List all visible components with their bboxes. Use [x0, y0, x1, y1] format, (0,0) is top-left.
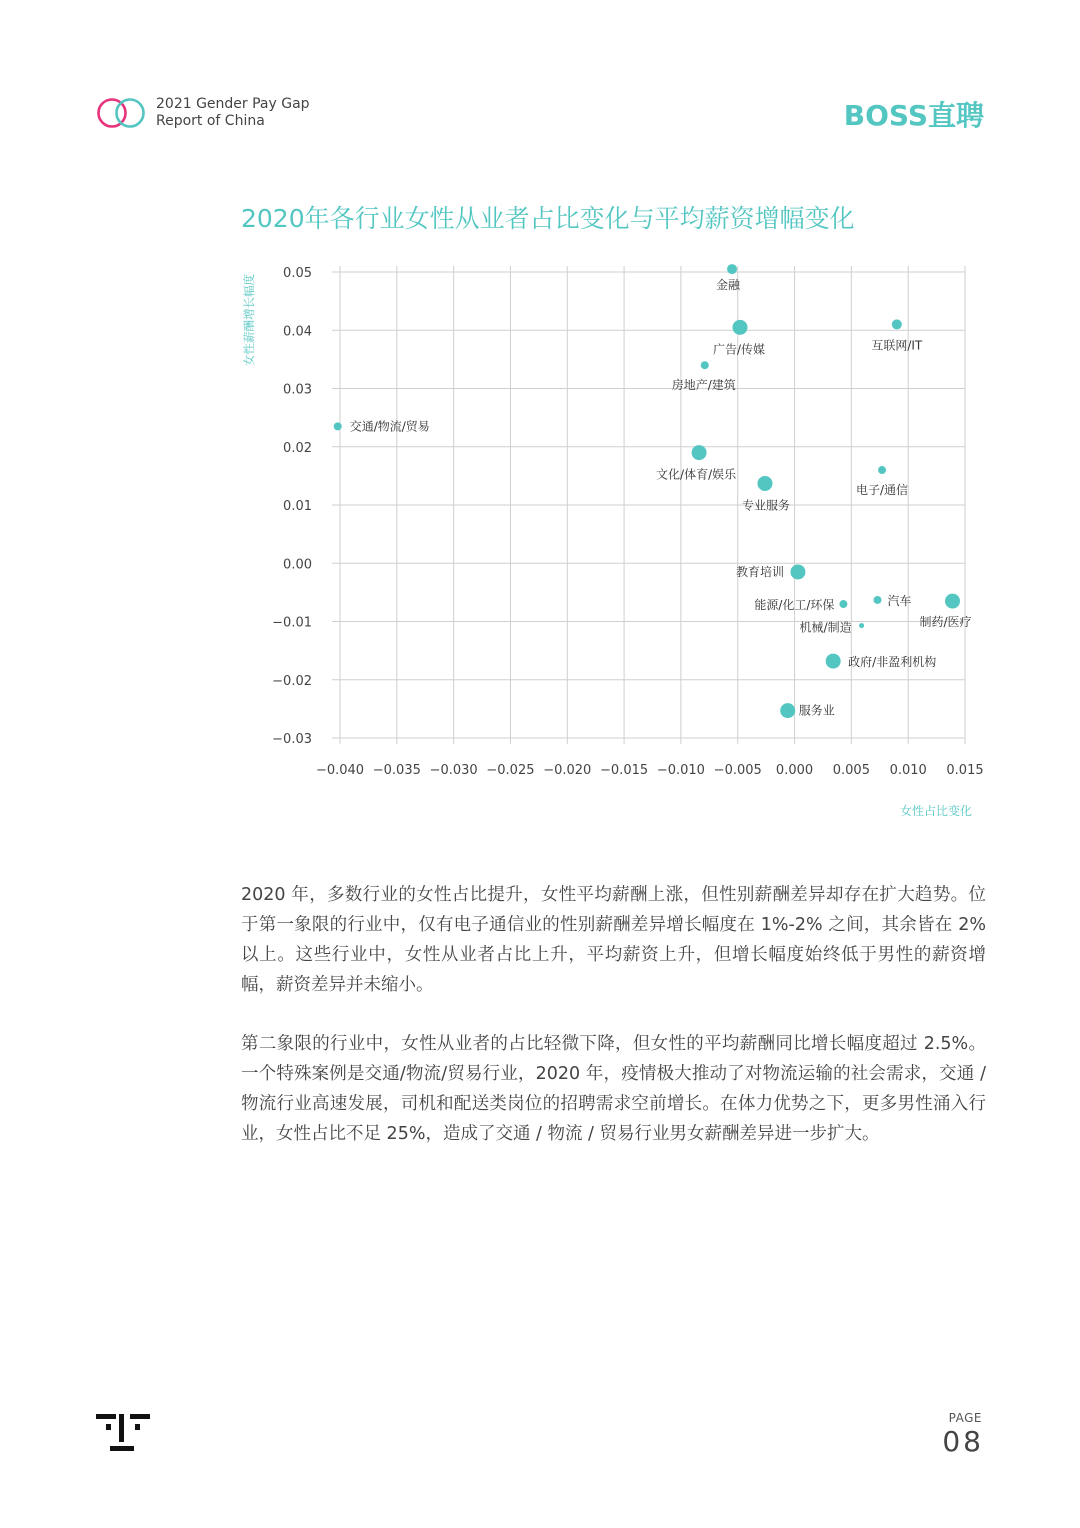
data-point [692, 445, 707, 460]
data-point [945, 594, 960, 609]
point-label: 文化/体育/娱乐 [656, 467, 737, 482]
point-label: 教育培训 [735, 564, 784, 579]
x-tick-label: −0.005 [713, 763, 762, 778]
page-label: PAGE [948, 1411, 982, 1425]
point-label: 政府/非盈利机构 [848, 655, 937, 670]
scatter-chart [230, 250, 990, 830]
y-tick-label: −0.03 [272, 732, 312, 747]
point-label: 机械/制造 [799, 620, 852, 635]
y-tick-label: 0.01 [283, 499, 312, 514]
x-tick-label: −0.010 [656, 763, 705, 778]
y-tick-label: −0.01 [272, 615, 312, 631]
x-tick-label: −0.015 [600, 763, 649, 778]
point-label: 能源/化工/环保 [754, 598, 835, 613]
report-title [156, 96, 310, 130]
data-point [733, 320, 748, 335]
x-tick-label: 0.015 [946, 763, 984, 778]
x-tick-label: −0.035 [372, 763, 421, 778]
x-tick-label: −0.030 [429, 763, 478, 778]
data-point [780, 703, 795, 718]
y-tick-label: 0.05 [283, 266, 312, 281]
chart-title: 2020年各行业女性从业者占比变化与平均薪资增幅变化 [241, 204, 855, 233]
data-point [892, 319, 902, 329]
x-tick-label: 0.000 [775, 763, 814, 778]
data-point [727, 264, 737, 274]
x-tick-label: 0.005 [832, 763, 870, 778]
y-tick-label: 0.02 [283, 440, 312, 456]
point-label: 制药/医疗 [919, 615, 972, 630]
data-point [826, 654, 841, 669]
point-label: 电子/通信 [856, 483, 909, 498]
x-axis-label: 女性占比变化 [899, 804, 972, 818]
data-point [334, 422, 342, 430]
y-tick-label: −0.02 [272, 673, 312, 689]
data-point [839, 600, 847, 608]
data-point [790, 564, 805, 579]
point-label: 服务业 [798, 703, 835, 718]
data-point [874, 596, 882, 604]
x-tick-label: −0.040 [315, 763, 365, 778]
data-point [758, 476, 773, 491]
brand-logo: BOSS直聘 [843, 99, 984, 132]
point-label: 房地产/建筑 [671, 378, 736, 393]
face-logo-icon [94, 1410, 152, 1454]
point-label: 金融 [716, 278, 741, 293]
x-tick-label: −0.025 [486, 763, 535, 778]
paragraph-1: 2020 年，多数行业的女性占比提升，女性平均薪酬上涨，但性别薪酬差异却存在扩大趋势。位于第一象限的行业中，仅有电子通信业的性别薪酬差异增长幅度在 1%-2% 之间，其余皆在 2% 以上。这些行业中，女性从业者占比上升，平均薪资上升，但增长幅度始终低于男性的薪资增幅，薪资差异并未缩小。 [241, 885, 986, 995]
data-point [701, 361, 709, 369]
point-label: 专业服务 [741, 498, 791, 513]
data-point [859, 623, 864, 628]
y-tick-label: 0.04 [283, 324, 312, 340]
y-tick-label: 0.00 [283, 557, 312, 573]
y-tick-label: 0.03 [283, 382, 312, 398]
paragraph-2: 第二象限的行业中，女性从业者的占比轻微下降，但女性的平均薪酬同比增长幅度超过 2.5%。一个特殊案例是交通/物流/贸易行业，2020 年，疫情极大推动了对物流运输的社会需求，交通 / 物流行业高速发展，司机和配送类岗位的招聘需求空前增长。在体力优势之下，更多男性涌入行业，女性占比不足 25%，造成了交通 / 物流 / 贸易行业男女薪酬差异进一步扩大。 [241, 1034, 986, 1144]
x-tick-label: 0.010 [889, 763, 927, 778]
report-title-line1: 2021 Gender Pay Gap [156, 96, 310, 112]
page-number: 08 [942, 1425, 984, 1458]
point-label: 互联网/IT [871, 338, 923, 353]
data-point [878, 466, 886, 474]
y-axis-label: 女性薪酬增长幅度 [242, 274, 256, 366]
gender-rings-logo-icon [96, 96, 148, 130]
x-tick-label: −0.020 [543, 763, 592, 778]
report-title-line2: Report of China [156, 113, 265, 129]
point-label: 汽车 [887, 593, 912, 608]
point-label: 交通/物流/贸易 [349, 419, 430, 434]
point-label: 广告/传媒 [712, 342, 766, 357]
